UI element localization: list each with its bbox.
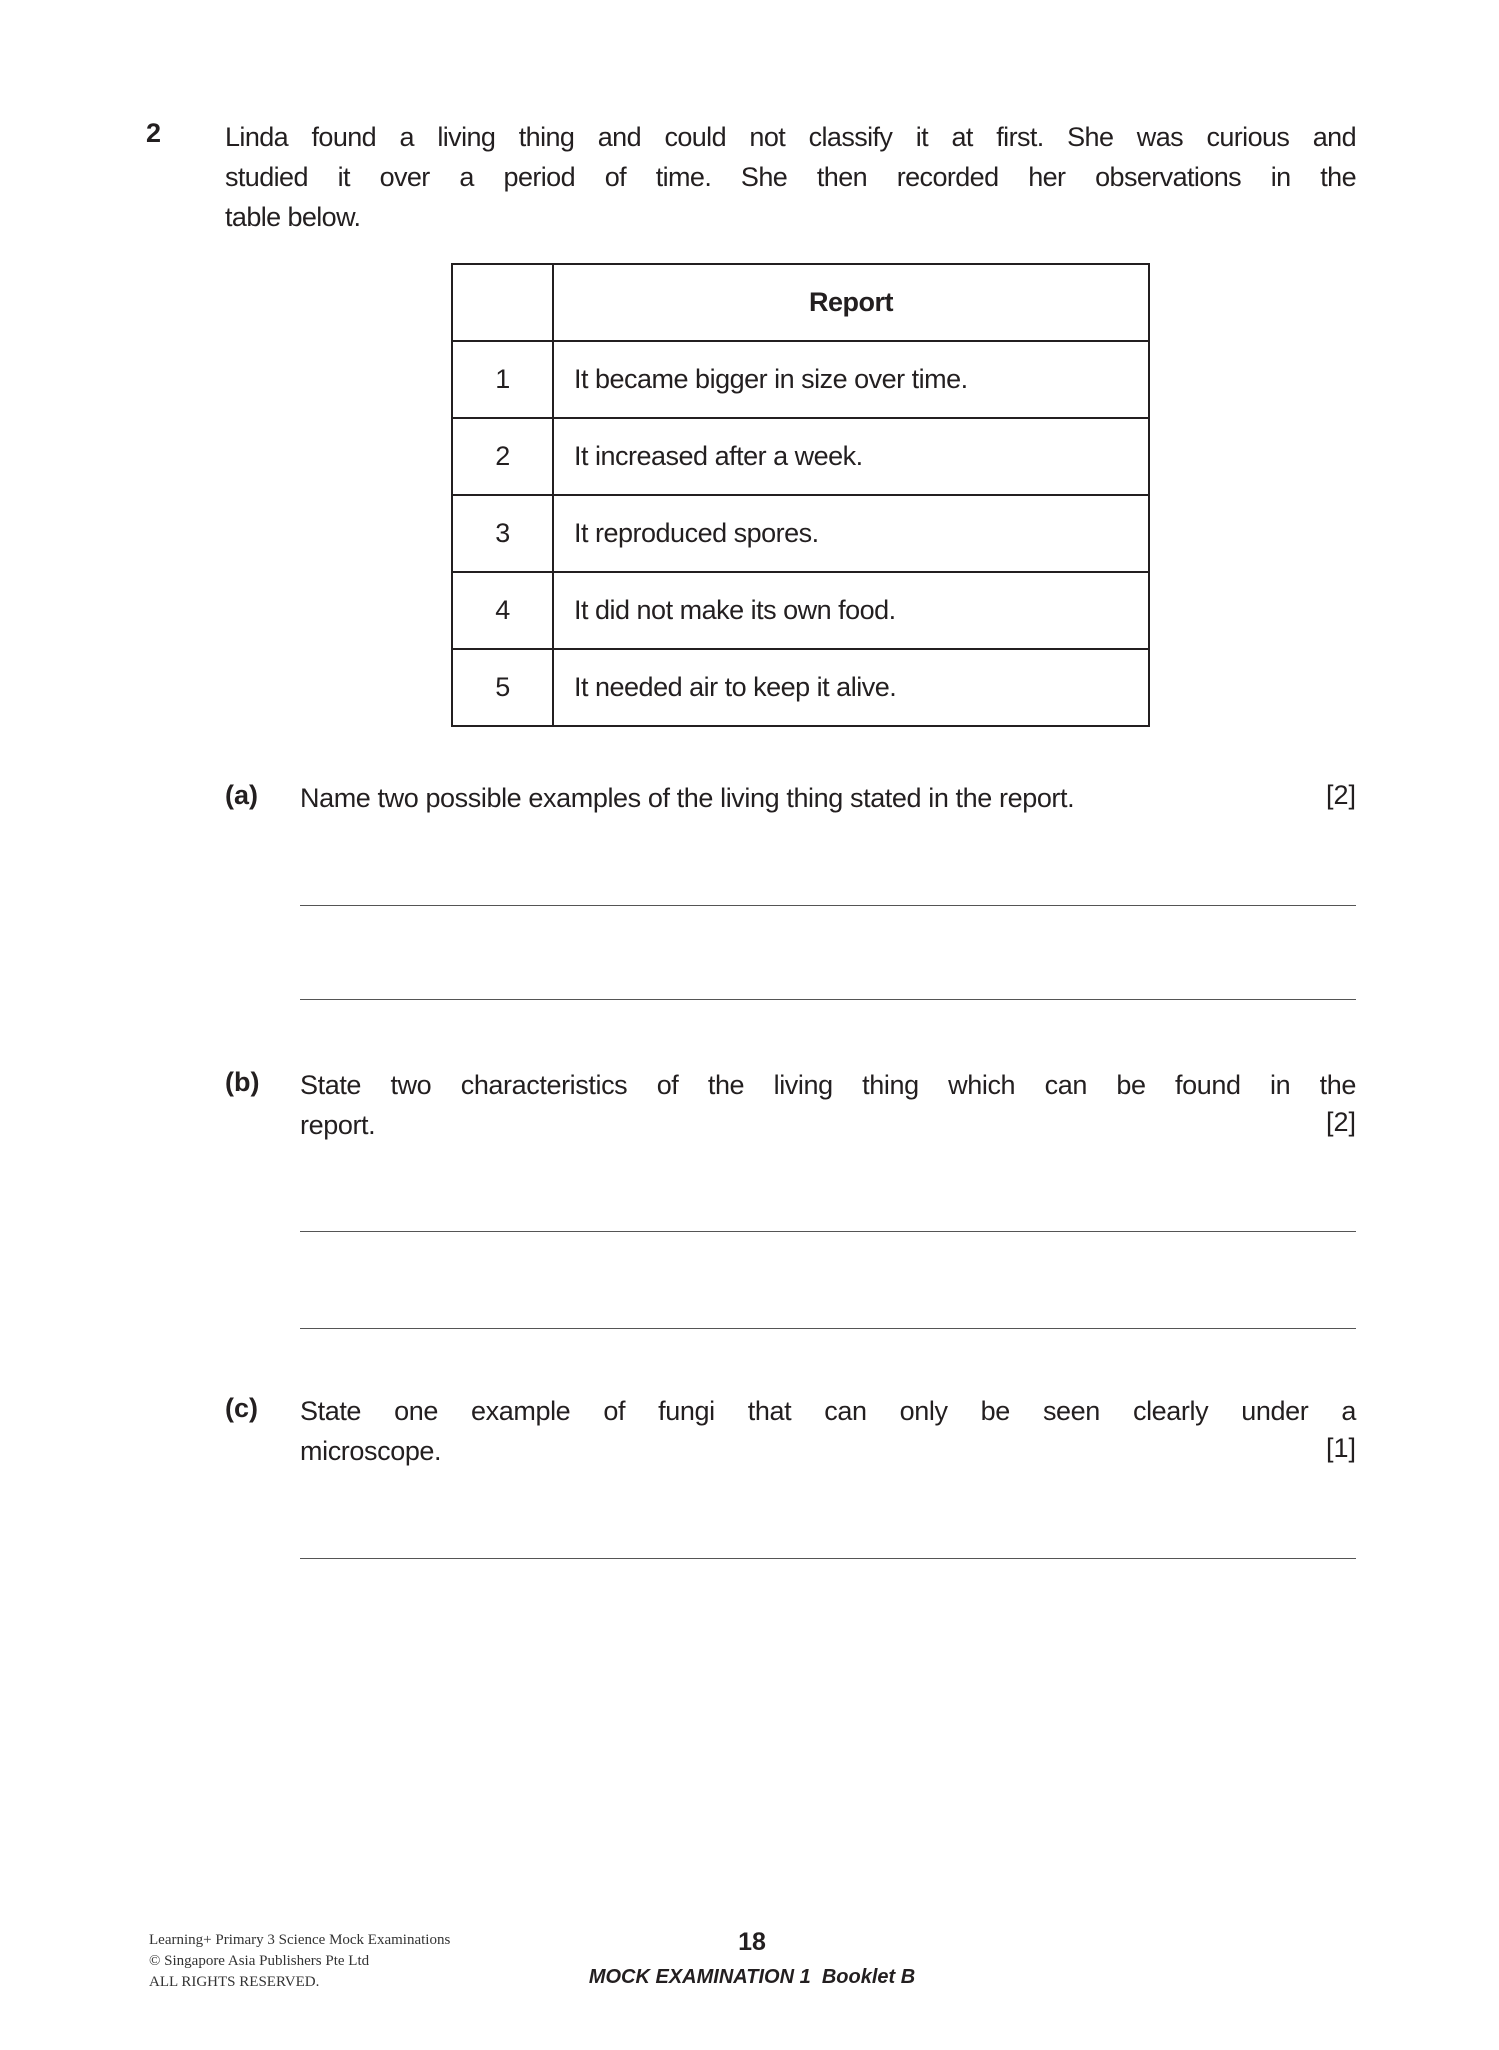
- row-number: 3: [452, 495, 553, 572]
- table-row: [452, 495, 1149, 572]
- row-number: 1: [452, 341, 553, 418]
- part-b-label: (b): [225, 1067, 260, 1097]
- exam-title: MOCK EXAMINATION 1 Booklet B: [588, 1966, 916, 1988]
- part-a-label: (a): [225, 780, 258, 810]
- answer-line-c1[interactable]: [300, 1558, 1356, 1559]
- part-c-marks: [1]: [1325, 1433, 1356, 1463]
- report-table: [451, 263, 1150, 727]
- row-text: It reproduced spores.: [553, 495, 1149, 572]
- answer-line-a2[interactable]: [300, 999, 1356, 1000]
- part-c-text-line: microscope.: [300, 1436, 442, 1466]
- table-row: [452, 572, 1149, 649]
- table-header-report: Report: [553, 264, 1149, 341]
- question-intro-line: Linda found a living thing and could not classify it at first. She was curious and: [225, 122, 1356, 152]
- table-row: [452, 341, 1149, 418]
- answer-line-a1[interactable]: [300, 905, 1356, 906]
- question-intro-line: table below.: [225, 202, 361, 232]
- page-number: 18: [738, 1928, 766, 1956]
- table-header-row: [452, 264, 1149, 341]
- part-b-text-line: report.: [300, 1110, 376, 1140]
- question-intro-line: studied it over a period of time. She then recorded her observations in the: [225, 162, 1356, 192]
- row-number: 4: [452, 572, 553, 649]
- footer-rights: ALL RIGHTS RESERVED.: [149, 1974, 320, 1990]
- row-number: 2: [452, 418, 553, 495]
- table-row: [452, 418, 1149, 495]
- row-text: It became bigger in size over time.: [553, 341, 1149, 418]
- footer-copyright: © Singapore Asia Publishers Pte Ltd: [149, 1953, 370, 1969]
- part-b-marks: [2]: [1325, 1107, 1356, 1137]
- table-header-empty: [452, 264, 553, 341]
- answer-line-b2[interactable]: [300, 1328, 1356, 1329]
- row-text: It increased after a week.: [553, 418, 1149, 495]
- row-number: 5: [452, 649, 553, 726]
- part-c-text-line: State one example of fungi that can only be seen clearly under a: [300, 1396, 1356, 1426]
- part-a-text: Name two possible examples of the living thing stated in the report.: [300, 783, 1075, 813]
- row-text: It did not make its own food.: [553, 572, 1149, 649]
- question-number: 2: [146, 118, 162, 148]
- answer-line-b1[interactable]: [300, 1231, 1356, 1232]
- footer-publication: Learning+ Primary 3 Science Mock Examinations: [149, 1932, 451, 1948]
- part-a-marks: [2]: [1325, 780, 1356, 810]
- part-b-text-line: State two characteristics of the living thing which can be found in the: [300, 1070, 1356, 1100]
- row-text: It needed air to keep it alive.: [553, 649, 1149, 726]
- table-row: [452, 649, 1149, 726]
- part-c-label: (c): [225, 1393, 258, 1423]
